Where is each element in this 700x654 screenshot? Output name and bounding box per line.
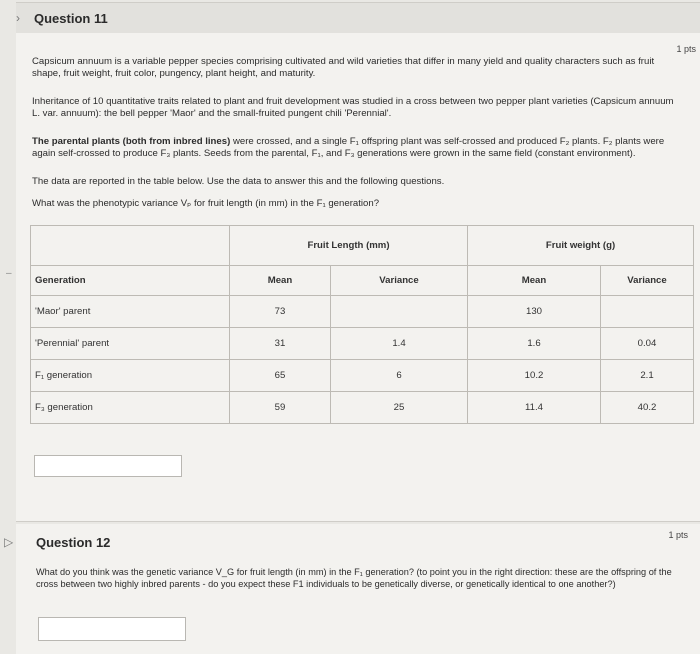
col-generation: Generation: [31, 266, 230, 296]
row-weight-mean: 11.4: [468, 392, 601, 424]
row-length-variance: 1.4: [331, 328, 468, 360]
table-row: [31, 392, 694, 424]
table-row: [31, 360, 694, 392]
question-11-prompt: What was the phenotypic variance Vₚ for fruit length (in mm) in the F₁ generation?: [32, 198, 380, 209]
row-length-mean: 59: [230, 392, 331, 424]
question-12-header: [4, 524, 700, 560]
question-12-prompt: What do you think was the genetic variance V_G for fruit length (in mm) in the F₁ generation? (to point you in the right direction: these are the offspring of the cross between two highly inbred parents - do you expect these F1 individuals to be genetically diverse, or genetically identical to one another?): [36, 567, 672, 589]
col-variance-weight: Variance: [601, 266, 694, 296]
table-header-row: [31, 266, 694, 296]
col-mean-weight: Mean: [468, 266, 601, 296]
flag-icon: ▷: [4, 535, 14, 549]
row-length-variance: 25: [331, 392, 468, 424]
row-weight-mean: 1.6: [468, 328, 601, 360]
question-12-points: 1 pts: [668, 530, 688, 540]
question-11-intro: Capsicum annuum is a variable pepper species comprising cultivated and wild varieties that differ in many yield and quality characters such as fruit shape, fruit weight, fruit color, pungency, plant height, and maturity.: [32, 56, 655, 79]
group-fruit-weight: Fruit weight (g): [468, 226, 694, 266]
table-row: [31, 296, 694, 328]
question-12-answer-input[interactable]: [38, 617, 186, 641]
row-weight-variance: 0.04: [601, 328, 694, 360]
row-length-mean: 73: [230, 296, 331, 328]
row-weight-mean: 10.2: [468, 360, 601, 392]
row-length-mean: 31: [230, 328, 331, 360]
row-generation: 'Maor' parent: [31, 296, 230, 328]
chevron-right-icon: ›: [16, 11, 20, 25]
question-11-para2: Inheritance of 10 quantitative traits related to plant and fruit development was studied in a cross between two pepper plant varieties (Capsicum annuum L. var. annuum): the bell pepper 'Maor' and the small-fruited pungent chili 'Perennial'.: [32, 96, 674, 119]
row-length-variance: [331, 296, 468, 328]
row-length-variance: 6: [331, 360, 468, 392]
row-weight-mean: 130: [468, 296, 601, 328]
col-variance: Variance: [331, 266, 468, 296]
question-12-title: Question 12: [36, 534, 111, 550]
para3-rest: were crossed, and a single F₁ offspring plant was self-crossed and produced F₂ plants. F₂ plants were again self-crossed to produce F₃ plants. Seeds from the parental, F₁, and F₃ generations were grown in the same field (constant environment).: [32, 136, 665, 159]
question-11-para4: The data are reported in the table below. Use the data to answer this and the following questions.: [32, 176, 445, 187]
question-11-points: 1 pts: [676, 44, 696, 54]
question-divider: [16, 521, 700, 522]
question-11-para3: [32, 136, 682, 160]
table-group-header-row: [31, 226, 694, 266]
group-fruit-length: Fruit Length (mm): [230, 226, 468, 266]
para3-bold: The parental plants (both from inbred lines): [32, 136, 231, 147]
question-11-header: [16, 2, 700, 34]
row-weight-variance: 2.1: [601, 360, 694, 392]
question-11-title: Question 11: [34, 10, 108, 26]
question-11-answer-input[interactable]: [34, 455, 182, 477]
col-mean: Mean: [230, 266, 331, 296]
row-length-mean: 65: [230, 360, 331, 392]
data-table: [30, 225, 694, 424]
row-generation: 'Perennial' parent: [31, 328, 230, 360]
table-row: [31, 328, 694, 360]
dash-mark: –: [6, 268, 12, 279]
row-weight-variance: 40.2: [601, 392, 694, 424]
row-weight-variance: [601, 296, 694, 328]
row-generation: F₁ generation: [31, 360, 230, 392]
row-generation: F₃ generation: [31, 392, 230, 424]
